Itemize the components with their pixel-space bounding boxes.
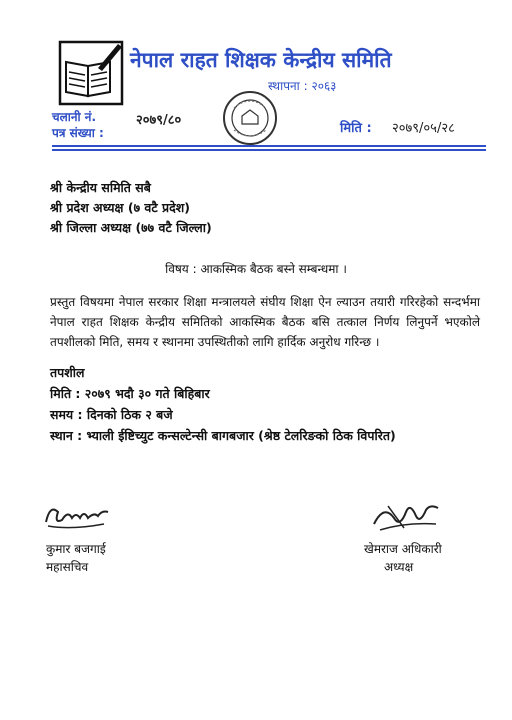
right-signatory-name: खेमराज अधिकारी [364, 542, 442, 556]
date-label: मिति : [340, 121, 372, 136]
recipient-district-chairs: श्री जिल्ला अध्यक्ष (७७ वटै जिल्ला) [50, 220, 212, 235]
right-signatory-title: अध्यक्ष [384, 560, 414, 574]
established-year: स्थापना : २०६३ [268, 79, 337, 93]
right-signature-icon [370, 494, 442, 536]
details-heading: तपशील [50, 365, 85, 380]
dispatch-no-label: चलानी नं. [52, 110, 97, 124]
left-signatory-name: कुमार बजगाई [46, 542, 106, 556]
header-divider [52, 145, 486, 147]
letter-subject: विषय : आकस्मिक बैठक बस्ने सम्बन्धमा । [165, 262, 347, 276]
recipient-province-chairs: श्री प्रदेश अध्यक्ष (७ वटै प्रदेश) [50, 200, 190, 215]
meeting-place: स्थान : भ्याली ईष्टिच्युट कन्सल्टेन्सी बागबजार (श्रेष्ठ टेलरिङको ठिक विपरित) [50, 428, 396, 443]
meeting-time: समय : दिनको ठिक २ बजे [50, 407, 173, 422]
left-signatory-title: महासचिव [46, 560, 89, 574]
letter-body: प्रस्तुत विषयमा नेपाल सरकार शिक्षा मन्त्रालयले संघीय शिक्षा ऐन ल्याउन तयारी गरिरहेको सन्दर्भमा नेपाल राहत शिक्षक केन्द्रीय समितिको आकस्मिक बैठक बसि तत्काल निर्णय लिनुपर्ने भएकोले तपशीलको मिति, समय र स्थानमा उपस्थितीको लागि हार्दिक अनुरोध गरिन्छ । [50, 295, 480, 349]
letter-date: २०७९/०५/२८ [392, 121, 455, 136]
header-divider-second [52, 149, 486, 151]
organization-name: नेपाल राहत शिक्षक केन्द्रीय समिति [130, 48, 392, 72]
left-signature-icon [42, 498, 112, 534]
letter-no-label: पत्र संख्या : [52, 126, 104, 140]
meeting-date: मिति : २०७९ भदौ ३० गते बिहिबार [50, 386, 210, 401]
office-seal-icon [222, 90, 278, 146]
book-pen-logo-icon [58, 40, 124, 106]
recipient-central-committee: श्री केन्द्रीय समिति सबै [50, 180, 151, 195]
dispatch-number: २०७९/८० [136, 113, 182, 128]
